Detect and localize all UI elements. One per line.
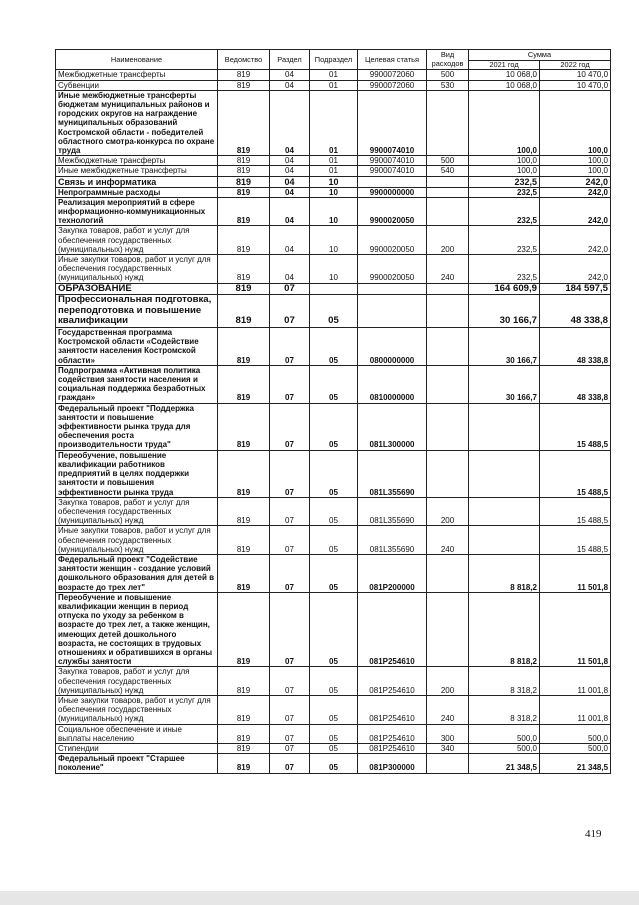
cell-2021: 30 166,7 <box>469 295 540 328</box>
cell-section: 04 <box>270 226 310 255</box>
table-row <box>56 554 611 592</box>
cell-2022: 48 338,8 <box>540 365 611 403</box>
cell-name: Непрограммные расходы <box>56 187 218 197</box>
cell-section: 04 <box>270 166 310 176</box>
table-row <box>56 80 611 90</box>
cell-dept: 819 <box>218 166 270 176</box>
table-row <box>56 187 611 197</box>
cell-section: 04 <box>270 187 310 197</box>
cell-name: Закупка товаров, работ и услуг для обеспечения государственных (муниципальных) нужд <box>56 667 218 696</box>
cell-subsection: 05 <box>310 743 358 753</box>
header-exp-type: Вид расходов <box>427 50 469 70</box>
cell-2021: 232,5 <box>469 197 540 226</box>
cell-exp-type <box>427 365 469 403</box>
cell-exp-type <box>427 592 469 667</box>
budget-table <box>55 49 611 774</box>
cell-exp-type: 530 <box>427 80 469 90</box>
cell-2022: 15 488,5 <box>540 403 611 450</box>
cell-exp-type <box>427 450 469 497</box>
cell-2022: 15 488,5 <box>540 497 611 526</box>
cell-article: 081L355690 <box>358 450 427 497</box>
cell-article: 081P254610 <box>358 695 427 724</box>
table-row <box>56 197 611 226</box>
cell-section: 04 <box>270 90 310 155</box>
cell-name: Подпрограмма «Активная политика содействия занятости населения и социальная поддержка безработных граждан» <box>56 365 218 403</box>
cell-section: 07 <box>270 283 310 295</box>
cell-name: Межбюджетные трансферты <box>56 156 218 166</box>
cell-name: Иные межбюджетные трансферты бюджетам муниципальных районов и городских округов на награждение муниципальных образований Костромской области - победителей областного смотра-конкурса по охране труда <box>56 90 218 155</box>
cell-section: 07 <box>270 724 310 743</box>
cell-exp-type: 340 <box>427 743 469 753</box>
cell-name: Федеральный проект "Поддержка занятости и повышение эффективности рынка труда для обеспечения роста производительности труда" <box>56 403 218 450</box>
cell-subsection: 10 <box>310 226 358 255</box>
cell-name: Стипендии <box>56 743 218 753</box>
cell-name: Переобучение, повышение квалификации работников предприятий в целях поддержки занятости и повышения эффективности рынка труда <box>56 450 218 497</box>
cell-subsection: 05 <box>310 526 358 555</box>
cell-article: 081P254610 <box>358 724 427 743</box>
cell-2021: 8 318,2 <box>469 695 540 724</box>
table-row <box>56 70 611 80</box>
header-section: Раздел <box>270 50 310 70</box>
cell-2021: 232,5 <box>469 187 540 197</box>
cell-name: Иные закупки товаров, работ и услуг для обеспечения государственных (муниципальных) нужд <box>56 255 218 284</box>
cell-section: 04 <box>270 70 310 80</box>
cell-subsection: 01 <box>310 90 358 155</box>
cell-dept: 819 <box>218 754 270 773</box>
cell-dept: 819 <box>218 554 270 592</box>
cell-name: Профессиональная подготовка, переподготовка и повышение квалификации <box>56 295 218 328</box>
cell-2021: 8 818,2 <box>469 592 540 667</box>
header-article: Целевая статья <box>358 50 427 70</box>
cell-subsection: 05 <box>310 365 358 403</box>
table-row <box>56 526 611 555</box>
cell-exp-type: 300 <box>427 724 469 743</box>
cell-article: 081P200000 <box>358 554 427 592</box>
table-header <box>56 50 611 70</box>
cell-dept: 819 <box>218 403 270 450</box>
header-dept: Ведомство <box>218 50 270 70</box>
table-row <box>56 724 611 743</box>
cell-exp-type <box>427 403 469 450</box>
cell-exp-type: 500 <box>427 156 469 166</box>
header-sum: Сумма <box>469 50 611 61</box>
cell-section: 07 <box>270 450 310 497</box>
cell-dept: 819 <box>218 743 270 753</box>
cell-dept: 819 <box>218 328 270 366</box>
cell-exp-type: 540 <box>427 166 469 176</box>
cell-article <box>358 283 427 295</box>
cell-2022: 100,0 <box>540 156 611 166</box>
cell-dept: 819 <box>218 724 270 743</box>
cell-2022: 242,0 <box>540 197 611 226</box>
cell-exp-type: 240 <box>427 526 469 555</box>
cell-article: 081P254610 <box>358 743 427 753</box>
cell-section: 04 <box>270 80 310 90</box>
cell-article: 9900074010 <box>358 156 427 166</box>
cell-name: Реализация мероприятий в сфере информационно-коммуникационных технологий <box>56 197 218 226</box>
cell-article: 9900072060 <box>358 70 427 80</box>
cell-subsection: 05 <box>310 554 358 592</box>
cell-2021: 30 166,7 <box>469 365 540 403</box>
cell-2021: 10 068,0 <box>469 80 540 90</box>
cell-article: 081P254610 <box>358 667 427 696</box>
cell-subsection <box>310 283 358 295</box>
table-row <box>56 156 611 166</box>
cell-2022: 242,0 <box>540 187 611 197</box>
cell-name: Межбюджетные трансферты <box>56 70 218 80</box>
cell-section: 07 <box>270 526 310 555</box>
cell-exp-type <box>427 187 469 197</box>
table-row <box>56 90 611 155</box>
cell-2021: 500,0 <box>469 724 540 743</box>
cell-exp-type: 200 <box>427 497 469 526</box>
cell-exp-type <box>427 554 469 592</box>
cell-2022: 242,0 <box>540 176 611 187</box>
cell-2021: 100,0 <box>469 156 540 166</box>
cell-section: 04 <box>270 255 310 284</box>
table-body <box>56 70 611 773</box>
cell-name: Переобучение и повышение квалификации женщин в период отпуска по уходу за ребенком в возрасте до трех лет, а также женщин, имеющих детей дошкольного возраста, не состоящих в трудовых отношениях и обратившихся в органы службы занятости <box>56 592 218 667</box>
cell-dept: 819 <box>218 695 270 724</box>
cell-dept: 819 <box>218 592 270 667</box>
cell-subsection: 10 <box>310 255 358 284</box>
cell-2022: 15 488,5 <box>540 526 611 555</box>
cell-subsection: 05 <box>310 497 358 526</box>
cell-article: 081L300000 <box>358 403 427 450</box>
cell-2021: 21 348,5 <box>469 754 540 773</box>
cell-2022: 48 338,8 <box>540 328 611 366</box>
cell-subsection: 05 <box>310 295 358 328</box>
cell-2021: 10 068,0 <box>469 70 540 80</box>
cell-name: Федеральный проект "Содействие занятости женщин - создание условий дошкольного образования для детей в возрасте до трех лет" <box>56 554 218 592</box>
cell-2022: 242,0 <box>540 226 611 255</box>
cell-subsection: 01 <box>310 80 358 90</box>
cell-dept: 819 <box>218 90 270 155</box>
cell-exp-type: 240 <box>427 255 469 284</box>
cell-2022: 15 488,5 <box>540 450 611 497</box>
table-row <box>56 743 611 753</box>
cell-section: 07 <box>270 403 310 450</box>
cell-subsection: 05 <box>310 450 358 497</box>
cell-dept: 819 <box>218 283 270 295</box>
cell-article: 081P254610 <box>358 592 427 667</box>
header-year-2021: 2021 год <box>469 61 540 70</box>
table-row <box>56 328 611 366</box>
cell-name: Закупка товаров, работ и услуг для обеспечения государственных (муниципальных) нужд <box>56 497 218 526</box>
cell-name: Иные закупки товаров, работ и услуг для обеспечения государственных (муниципальных) нужд <box>56 695 218 724</box>
cell-name: Иные закупки товаров, работ и услуг для обеспечения государственных (муниципальных) нужд <box>56 526 218 555</box>
cell-subsection: 10 <box>310 197 358 226</box>
cell-article: 0810000000 <box>358 365 427 403</box>
cell-dept: 819 <box>218 497 270 526</box>
cell-name: Социальное обеспечение и иные выплаты населению <box>56 724 218 743</box>
cell-dept: 819 <box>218 365 270 403</box>
cell-2021: 232,5 <box>469 176 540 187</box>
cell-name: Субвенции <box>56 80 218 90</box>
cell-dept: 819 <box>218 80 270 90</box>
cell-article: 081L355690 <box>358 526 427 555</box>
cell-name: Иные межбюджетные трансферты <box>56 166 218 176</box>
cell-dept: 819 <box>218 450 270 497</box>
cell-dept: 819 <box>218 70 270 80</box>
cell-dept: 819 <box>218 667 270 696</box>
cell-article: 9900000000 <box>358 187 427 197</box>
cell-article: 9900020050 <box>358 226 427 255</box>
table-row <box>56 283 611 295</box>
cell-2021: 30 166,7 <box>469 328 540 366</box>
cell-exp-type: 200 <box>427 667 469 696</box>
cell-2022: 500,0 <box>540 743 611 753</box>
cell-2022: 21 348,5 <box>540 754 611 773</box>
table-row <box>56 365 611 403</box>
cell-subsection: 01 <box>310 156 358 166</box>
cell-2022: 11 501,8 <box>540 554 611 592</box>
page-number: 419 <box>585 828 602 840</box>
cell-2021 <box>469 403 540 450</box>
cell-article <box>358 176 427 187</box>
cell-dept: 819 <box>218 255 270 284</box>
cell-article <box>358 295 427 328</box>
cell-section: 07 <box>270 695 310 724</box>
cell-subsection: 05 <box>310 695 358 724</box>
cell-2022: 100,0 <box>540 166 611 176</box>
cell-dept: 819 <box>218 197 270 226</box>
cell-dept: 819 <box>218 187 270 197</box>
cell-2022: 242,0 <box>540 255 611 284</box>
cell-subsection: 01 <box>310 166 358 176</box>
cell-exp-type <box>427 295 469 328</box>
cell-exp-type: 240 <box>427 695 469 724</box>
table-row <box>56 176 611 187</box>
cell-subsection: 05 <box>310 592 358 667</box>
cell-section: 07 <box>270 592 310 667</box>
cell-section: 07 <box>270 754 310 773</box>
cell-dept: 819 <box>218 226 270 255</box>
table-row <box>56 695 611 724</box>
cell-2022: 100,0 <box>540 90 611 155</box>
cell-section: 04 <box>270 156 310 166</box>
cell-subsection: 10 <box>310 187 358 197</box>
cell-subsection: 05 <box>310 667 358 696</box>
cell-name: ОБРАЗОВАНИЕ <box>56 283 218 295</box>
cell-2022: 10 470,0 <box>540 70 611 80</box>
cell-article: 9900074010 <box>358 90 427 155</box>
cell-name: Связь и информатика <box>56 176 218 187</box>
table-row <box>56 295 611 328</box>
cell-subsection: 05 <box>310 328 358 366</box>
cell-subsection: 05 <box>310 724 358 743</box>
cell-name: Закупка товаров, работ и услуг для обеспечения государственных (муниципальных) нужд <box>56 226 218 255</box>
cell-2022: 11 501,8 <box>540 592 611 667</box>
table-row <box>56 255 611 284</box>
cell-dept: 819 <box>218 156 270 166</box>
cell-exp-type <box>427 754 469 773</box>
cell-section: 04 <box>270 176 310 187</box>
cell-subsection: 01 <box>310 70 358 80</box>
cell-2021: 100,0 <box>469 166 540 176</box>
cell-section: 04 <box>270 197 310 226</box>
cell-2022: 48 338,8 <box>540 295 611 328</box>
cell-article: 9900074010 <box>358 166 427 176</box>
cell-article: 9900020050 <box>358 197 427 226</box>
cell-2021: 232,5 <box>469 226 540 255</box>
scan-edge <box>0 891 639 905</box>
cell-section: 07 <box>270 295 310 328</box>
cell-article: 081L355690 <box>358 497 427 526</box>
cell-exp-type <box>427 197 469 226</box>
cell-exp-type <box>427 283 469 295</box>
cell-article: 9900020050 <box>358 255 427 284</box>
table-row <box>56 226 611 255</box>
table-row <box>56 667 611 696</box>
cell-dept: 819 <box>218 526 270 555</box>
header-year-2022: 2022 год <box>540 61 611 70</box>
cell-2021 <box>469 526 540 555</box>
cell-2021: 8 818,2 <box>469 554 540 592</box>
table-row <box>56 403 611 450</box>
cell-2022: 184 597,5 <box>540 283 611 295</box>
cell-2022: 11 001,8 <box>540 695 611 724</box>
cell-dept: 819 <box>218 295 270 328</box>
table-row <box>56 592 611 667</box>
cell-subsection: 10 <box>310 176 358 187</box>
table-row <box>56 166 611 176</box>
cell-2022: 10 470,0 <box>540 80 611 90</box>
table-row <box>56 450 611 497</box>
cell-section: 07 <box>270 743 310 753</box>
cell-name: Государственная программа Костромской области «Содействие занятости населения Костромской области» <box>56 328 218 366</box>
header-subsection: Подраздел <box>310 50 358 70</box>
cell-2021: 100,0 <box>469 90 540 155</box>
cell-subsection: 05 <box>310 754 358 773</box>
cell-2021: 232,5 <box>469 255 540 284</box>
cell-article: 0800000000 <box>358 328 427 366</box>
cell-2021: 500,0 <box>469 743 540 753</box>
cell-2021 <box>469 497 540 526</box>
cell-2021: 164 609,9 <box>469 283 540 295</box>
cell-exp-type <box>427 328 469 366</box>
cell-subsection: 05 <box>310 403 358 450</box>
cell-dept: 819 <box>218 176 270 187</box>
cell-exp-type <box>427 176 469 187</box>
cell-2022: 500,0 <box>540 724 611 743</box>
table-row <box>56 754 611 773</box>
cell-section: 07 <box>270 497 310 526</box>
cell-name: Федеральный проект "Старшее поколение" <box>56 754 218 773</box>
cell-exp-type: 500 <box>427 70 469 80</box>
cell-article: 081P300000 <box>358 754 427 773</box>
cell-2022: 11 001,8 <box>540 667 611 696</box>
table-row <box>56 497 611 526</box>
cell-section: 07 <box>270 328 310 366</box>
header-name: Наименование <box>56 50 218 70</box>
cell-section: 07 <box>270 554 310 592</box>
cell-section: 07 <box>270 365 310 403</box>
cell-2021: 8 318,2 <box>469 667 540 696</box>
cell-section: 07 <box>270 667 310 696</box>
cell-article: 9900072060 <box>358 80 427 90</box>
cell-2021 <box>469 450 540 497</box>
cell-exp-type <box>427 90 469 155</box>
cell-exp-type: 200 <box>427 226 469 255</box>
